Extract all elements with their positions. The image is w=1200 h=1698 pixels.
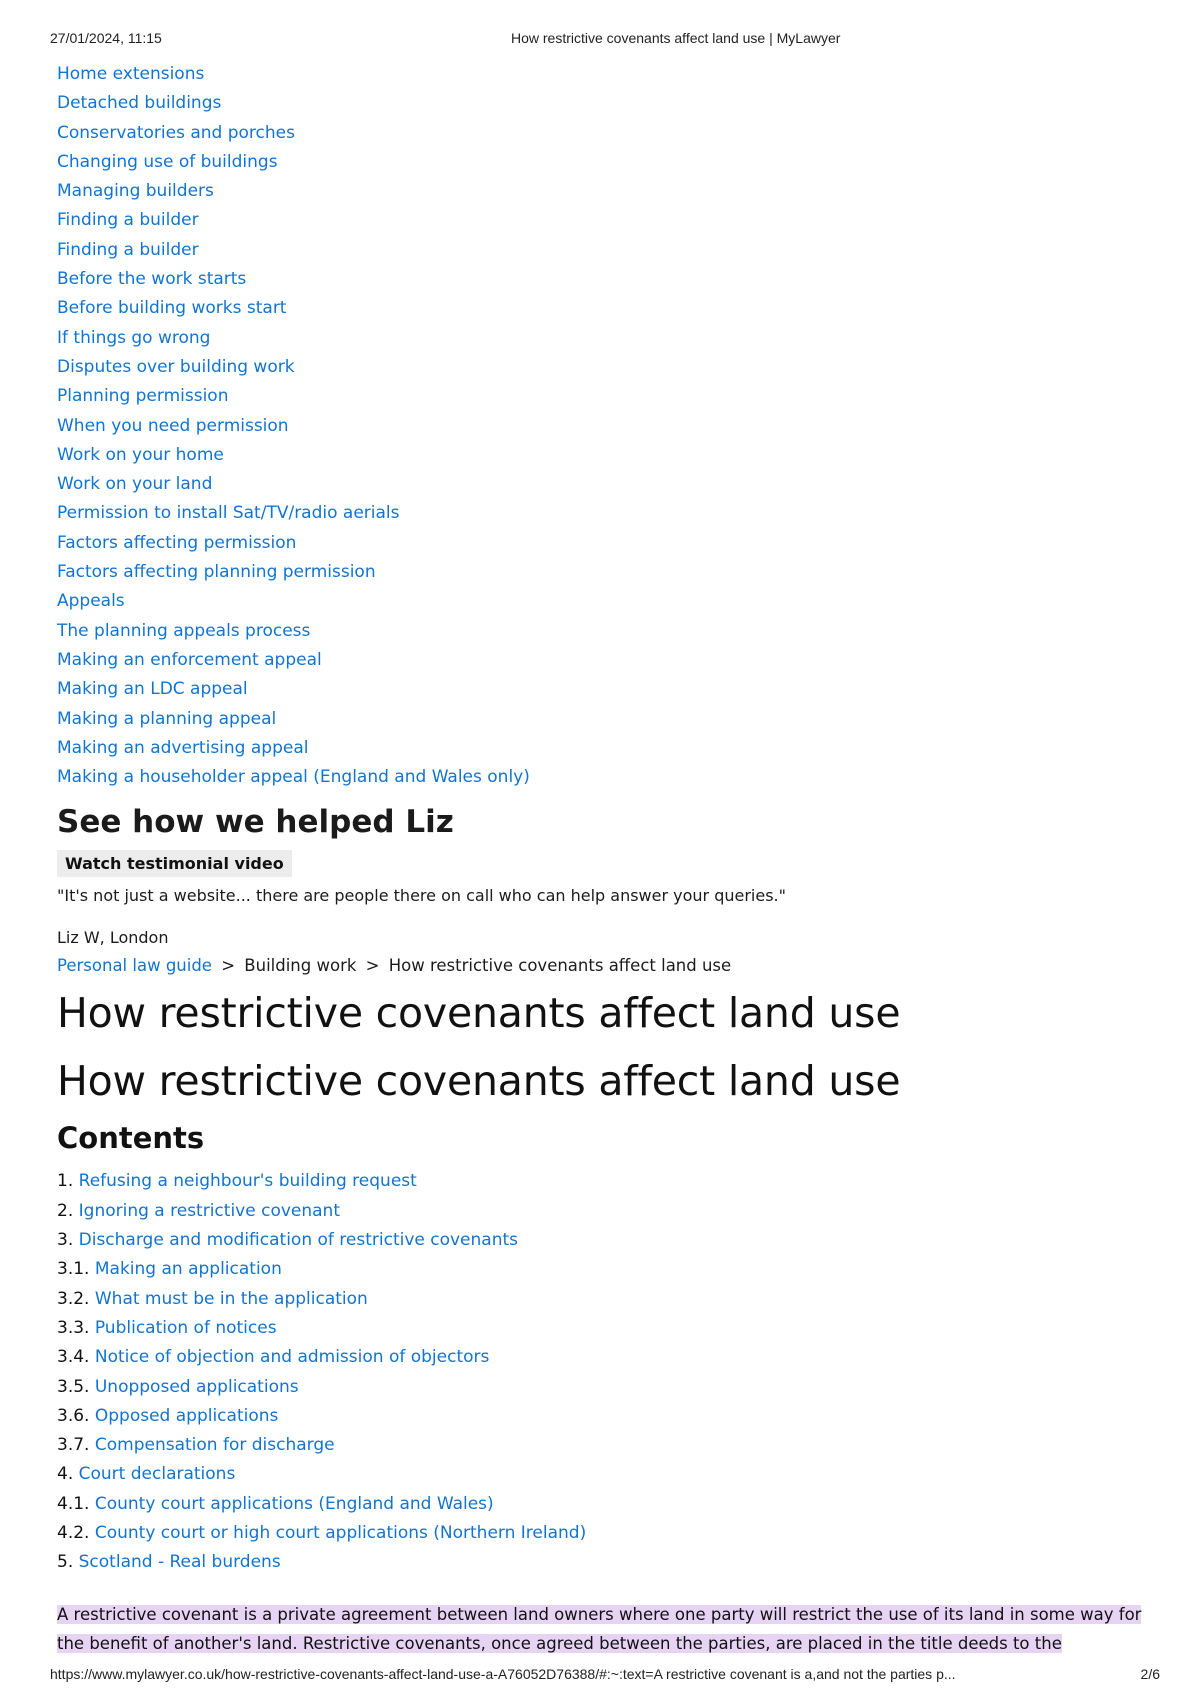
contents-item-link[interactable]: Opposed applications — [94, 1405, 279, 1426]
print-footer — [50, 1666, 1160, 1686]
related-link[interactable]: Home extensions — [57, 64, 205, 84]
contents-item — [57, 1285, 1147, 1314]
related-link-item — [57, 763, 1147, 792]
contents-item-number: 3.5. — [57, 1376, 90, 1397]
contents-item-link[interactable]: County court or high court applications (Northern Ireland) — [94, 1522, 587, 1543]
contents-item-number: 4.1. — [57, 1493, 90, 1514]
contents-list — [57, 1167, 1147, 1577]
contents-item-number: 4.2. — [57, 1522, 90, 1543]
testimonial-author: Liz W, London — [57, 928, 169, 948]
related-link[interactable]: Appeals — [57, 591, 125, 612]
related-link-item — [57, 529, 1147, 558]
related-link[interactable]: If things go wrong — [57, 327, 211, 348]
print-page-title: How restrictive covenants affect land use | MyLawyer — [511, 30, 841, 46]
contents-heading: Contents — [57, 1121, 205, 1156]
contents-item — [57, 1226, 1147, 1255]
testimonial-quote: "It's not just a website... there are people there on call who can help answer your queries." — [57, 886, 786, 906]
contents-item-link[interactable]: Court declarations — [78, 1464, 236, 1485]
contents-item-link[interactable]: Discharge and modification of restrictive covenants — [78, 1230, 519, 1251]
related-link-item — [57, 148, 1147, 177]
related-link-item — [57, 60, 1147, 89]
contents-item — [57, 1197, 1147, 1226]
related-link-item — [57, 119, 1147, 148]
related-link-item — [57, 353, 1147, 382]
main-content — [57, 60, 1147, 1658]
related-link[interactable]: Finding a builder — [57, 210, 199, 231]
related-link[interactable]: Changing use of buildings — [57, 151, 278, 172]
article-title: How restrictive covenants affect land use — [57, 1057, 901, 1106]
related-link[interactable]: Conservatories and porches — [57, 122, 295, 143]
print-url: https://www.mylawyer.co.uk/how-restrictive-covenants-affect-land-use-a-A76052D76388/#:~:text=A restrictive covenant is a,and not the parties p... — [50, 1666, 956, 1682]
contents-item-number: 3.7. — [57, 1435, 90, 1456]
related-link[interactable]: Managing builders — [57, 181, 214, 202]
related-link-item — [57, 558, 1147, 587]
print-datetime: 27/01/2024, 11:15 — [50, 30, 162, 46]
related-link-item — [57, 177, 1147, 206]
related-link-item — [57, 646, 1147, 675]
related-link[interactable]: The planning appeals process — [57, 620, 311, 641]
related-link[interactable]: Before the work starts — [57, 269, 247, 290]
contents-item-link[interactable]: Unopposed applications — [94, 1376, 299, 1397]
related-link-item — [57, 705, 1147, 734]
print-header — [50, 30, 1150, 50]
contents-item-link[interactable]: Publication of notices — [94, 1317, 277, 1338]
related-link-item — [57, 294, 1147, 323]
breadcrumb-item-building-work: Building work — [244, 956, 357, 976]
contents-item-link[interactable]: What must be in the application — [94, 1288, 368, 1309]
related-link-item — [57, 441, 1147, 470]
breadcrumb-link-personal-law-guide[interactable]: Personal law guide — [57, 956, 212, 976]
breadcrumb-separator: > — [221, 956, 236, 976]
related-link-item — [57, 470, 1147, 499]
contents-item — [57, 1343, 1147, 1372]
testimonial-heading: See how we helped Liz — [57, 804, 454, 841]
related-links-list — [57, 60, 1147, 792]
related-link[interactable]: Factors affecting planning permission — [57, 562, 376, 583]
contents-item — [57, 1519, 1147, 1548]
related-link[interactable]: Planning permission — [57, 386, 229, 407]
contents-item — [57, 1255, 1147, 1284]
breadcrumb — [57, 955, 1147, 977]
contents-item — [57, 1548, 1147, 1577]
contents-item-link[interactable]: Ignoring a restrictive covenant — [78, 1200, 340, 1221]
related-link[interactable]: Work on your home — [57, 444, 224, 465]
related-link[interactable]: Before building works start — [57, 298, 287, 319]
related-link[interactable]: Work on your land — [57, 474, 213, 495]
contents-item-number: 5. — [57, 1552, 74, 1573]
related-link[interactable]: Disputes over building work — [57, 356, 295, 377]
related-link[interactable]: Factors affecting permission — [57, 532, 297, 553]
contents-item-number: 3.1. — [57, 1259, 90, 1280]
contents-item-link[interactable]: Compensation for discharge — [94, 1435, 335, 1456]
related-link-item — [57, 734, 1147, 763]
intro-paragraph — [57, 1600, 1147, 1658]
related-link-item — [57, 324, 1147, 353]
contents-item — [57, 1402, 1147, 1431]
contents-item-link[interactable]: Notice of objection and admission of objectors — [94, 1347, 490, 1368]
related-link-item — [57, 617, 1147, 646]
contents-item-link[interactable]: County court applications (England and Wales) — [94, 1493, 494, 1514]
print-page-number: 2/6 — [1140, 1666, 1160, 1682]
related-link[interactable]: Making a planning appeal — [57, 708, 277, 729]
contents-item — [57, 1314, 1147, 1343]
related-link-item — [57, 206, 1147, 235]
highlighted-text: A restrictive covenant is a private agreement between land owners where one party will restrict the use of its land in some way for the benefit of another's land. Restrictive covenants, once agreed between the parties, are placed in the title deeds to the — [57, 1604, 1142, 1653]
related-link-item — [57, 587, 1147, 616]
related-link[interactable]: Permission to install Sat/TV/radio aerials — [57, 503, 400, 524]
contents-item — [57, 1490, 1147, 1519]
related-link-item — [57, 499, 1147, 528]
related-link-item — [57, 412, 1147, 441]
related-link[interactable]: Detached buildings — [57, 93, 222, 114]
contents-item-number: 3.4. — [57, 1347, 90, 1368]
page-title: How restrictive covenants affect land use — [57, 989, 901, 1038]
related-link-item — [57, 265, 1147, 294]
contents-item-number: 1. — [57, 1171, 74, 1192]
related-link-item — [57, 89, 1147, 118]
breadcrumb-separator: > — [365, 956, 380, 976]
contents-item-link[interactable]: Scotland - Real burdens — [78, 1552, 281, 1573]
breadcrumb-current: How restrictive covenants affect land use — [388, 956, 732, 976]
watch-testimonial-button[interactable]: Watch testimonial video — [57, 850, 292, 877]
contents-item — [57, 1460, 1147, 1489]
contents-item-number: 2. — [57, 1200, 74, 1221]
related-link[interactable]: When you need permission — [57, 415, 289, 436]
contents-item-number: 3.2. — [57, 1288, 90, 1309]
contents-item-number: 3. — [57, 1230, 74, 1251]
contents-item-link[interactable]: Refusing a neighbour's building request — [78, 1171, 417, 1192]
contents-item-number: 3.3. — [57, 1317, 90, 1338]
related-link[interactable]: Finding a builder — [57, 239, 199, 260]
contents-item-number: 4. — [57, 1464, 74, 1485]
contents-item-link[interactable]: Making an application — [94, 1259, 282, 1280]
related-link[interactable]: Making an LDC appeal — [57, 679, 248, 700]
related-link[interactable]: Making a householder appeal (England and Wales only) — [57, 767, 530, 788]
contents-item — [57, 1373, 1147, 1402]
related-link-item — [57, 675, 1147, 704]
related-link[interactable]: Making an advertising appeal — [57, 737, 309, 758]
related-link-item — [57, 236, 1147, 265]
contents-item-number: 3.6. — [57, 1405, 90, 1426]
contents-item — [57, 1431, 1147, 1460]
related-link[interactable]: Making an enforcement appeal — [57, 649, 322, 670]
related-link-item — [57, 382, 1147, 411]
contents-item — [57, 1167, 1147, 1196]
